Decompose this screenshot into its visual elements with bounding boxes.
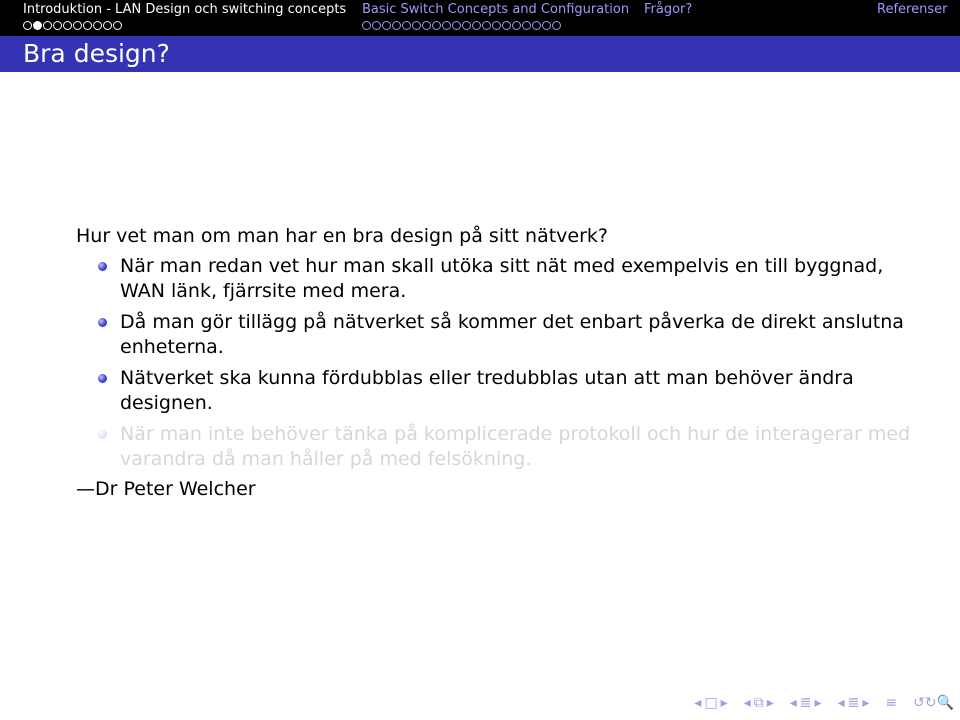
frame-dot-icon[interactable] bbox=[392, 21, 401, 30]
subsubsection-icon[interactable]: ≣ bbox=[847, 695, 860, 711]
subsubsection-prev-icon[interactable]: ◂ bbox=[837, 695, 845, 711]
frame-dot-icon[interactable] bbox=[512, 21, 521, 30]
frame-icon[interactable]: □ bbox=[704, 695, 718, 711]
list-item bbox=[76, 310, 916, 360]
slide-body bbox=[76, 223, 916, 503]
nav-frame-dots bbox=[23, 21, 122, 30]
header-navigation-bar bbox=[0, 0, 960, 36]
frame-dot-icon[interactable] bbox=[23, 21, 32, 30]
frame-dot-icon[interactable] bbox=[382, 21, 391, 30]
list-item-text: Då man gör tillägg på nätverket så kommer det enbart påverka de direkt anslutna enheterna. bbox=[120, 311, 904, 358]
frame-dot-icon[interactable] bbox=[492, 21, 501, 30]
frame-dot-icon[interactable] bbox=[442, 21, 451, 30]
frame-dot-icon[interactable] bbox=[362, 21, 371, 30]
frame-dot-icon[interactable] bbox=[522, 21, 531, 30]
frame-next-icon[interactable]: ▸ bbox=[720, 695, 728, 711]
bullet-icon bbox=[98, 262, 107, 271]
frame-dot-icon[interactable] bbox=[532, 21, 541, 30]
frame-dot-icon[interactable] bbox=[53, 21, 62, 30]
section-icon[interactable]: ≣ bbox=[799, 695, 812, 711]
subsubsection-next-icon[interactable]: ▸ bbox=[862, 695, 870, 711]
frame-dot-icon[interactable] bbox=[482, 21, 491, 30]
slide-question: Hur vet man om man har en bra design på sitt nätverk? bbox=[76, 225, 608, 247]
search-undo-redo-icon[interactable]: ↺↻🔍 bbox=[913, 695, 954, 711]
quote-attribution: —Dr Peter Welcher bbox=[76, 478, 256, 500]
frame-dot-icon[interactable] bbox=[552, 21, 561, 30]
section-prev-icon[interactable]: ◂ bbox=[789, 695, 797, 711]
frame-dot-icon[interactable] bbox=[83, 21, 92, 30]
frame-dot-icon[interactable] bbox=[73, 21, 82, 30]
list-item-text: När man redan vet hur man skall utöka sitt nät med exempelvis en till byggnad, WAN länk, fjärrsite med mera. bbox=[120, 255, 884, 302]
frame-dot-icon[interactable] bbox=[472, 21, 481, 30]
nav-frame-dots bbox=[362, 21, 561, 30]
list-item-faded bbox=[76, 422, 916, 472]
frame-dot-icon[interactable] bbox=[113, 21, 122, 30]
frame-dot-icon[interactable] bbox=[43, 21, 52, 30]
frame-dot-icon[interactable] bbox=[63, 21, 72, 30]
section-next-icon[interactable]: ▸ bbox=[814, 695, 822, 711]
frame-dot-icon[interactable] bbox=[432, 21, 441, 30]
page-title: Bra design? bbox=[23, 39, 170, 68]
nav-section-label[interactable]: Frågor? bbox=[644, 2, 693, 17]
list-item bbox=[76, 254, 916, 304]
subsection-next-icon[interactable]: ▸ bbox=[766, 695, 774, 711]
frame-dot-icon[interactable] bbox=[462, 21, 471, 30]
bullet-icon bbox=[98, 374, 107, 383]
frame-dot-icon[interactable] bbox=[93, 21, 102, 30]
frame-dot-icon[interactable] bbox=[372, 21, 381, 30]
frame-dot-icon[interactable] bbox=[452, 21, 461, 30]
frame-dot-icon[interactable] bbox=[542, 21, 551, 30]
beamer-navigation-symbols bbox=[694, 695, 954, 711]
frame-dot-icon[interactable] bbox=[402, 21, 411, 30]
frame-dot-icon[interactable] bbox=[103, 21, 112, 30]
list-item bbox=[76, 366, 916, 416]
list-item-text: När man inte behöver tänka på komplicerade protokoll och hur de interagerar med varandra då man håller på med felsökning. bbox=[120, 423, 911, 470]
subsection-prev-icon[interactable]: ◂ bbox=[743, 695, 751, 711]
nav-section-label[interactable]: Referenser bbox=[877, 2, 948, 17]
frame-dot-icon[interactable] bbox=[422, 21, 431, 30]
frame-title-bar bbox=[0, 36, 960, 72]
frame-prev-icon[interactable]: ◂ bbox=[694, 695, 702, 711]
frame-dot-icon[interactable] bbox=[502, 21, 511, 30]
frame-dot-icon[interactable] bbox=[33, 21, 42, 30]
bullet-icon bbox=[98, 430, 107, 439]
frame-dot-icon[interactable] bbox=[412, 21, 421, 30]
bullet-list bbox=[76, 254, 916, 472]
bullet-icon bbox=[98, 318, 107, 327]
align-icon[interactable]: ≡ bbox=[885, 695, 898, 711]
nav-section-label[interactable]: Basic Switch Concepts and Configuration bbox=[362, 2, 630, 17]
list-item-text: Nätverket ska kunna fördubblas eller tredubblas utan att man behöver ändra designen. bbox=[120, 367, 854, 414]
subsection-icon[interactable]: ⧉ bbox=[753, 695, 764, 711]
nav-section-label[interactable]: Introduktion - LAN Design och switching concepts bbox=[23, 2, 347, 17]
